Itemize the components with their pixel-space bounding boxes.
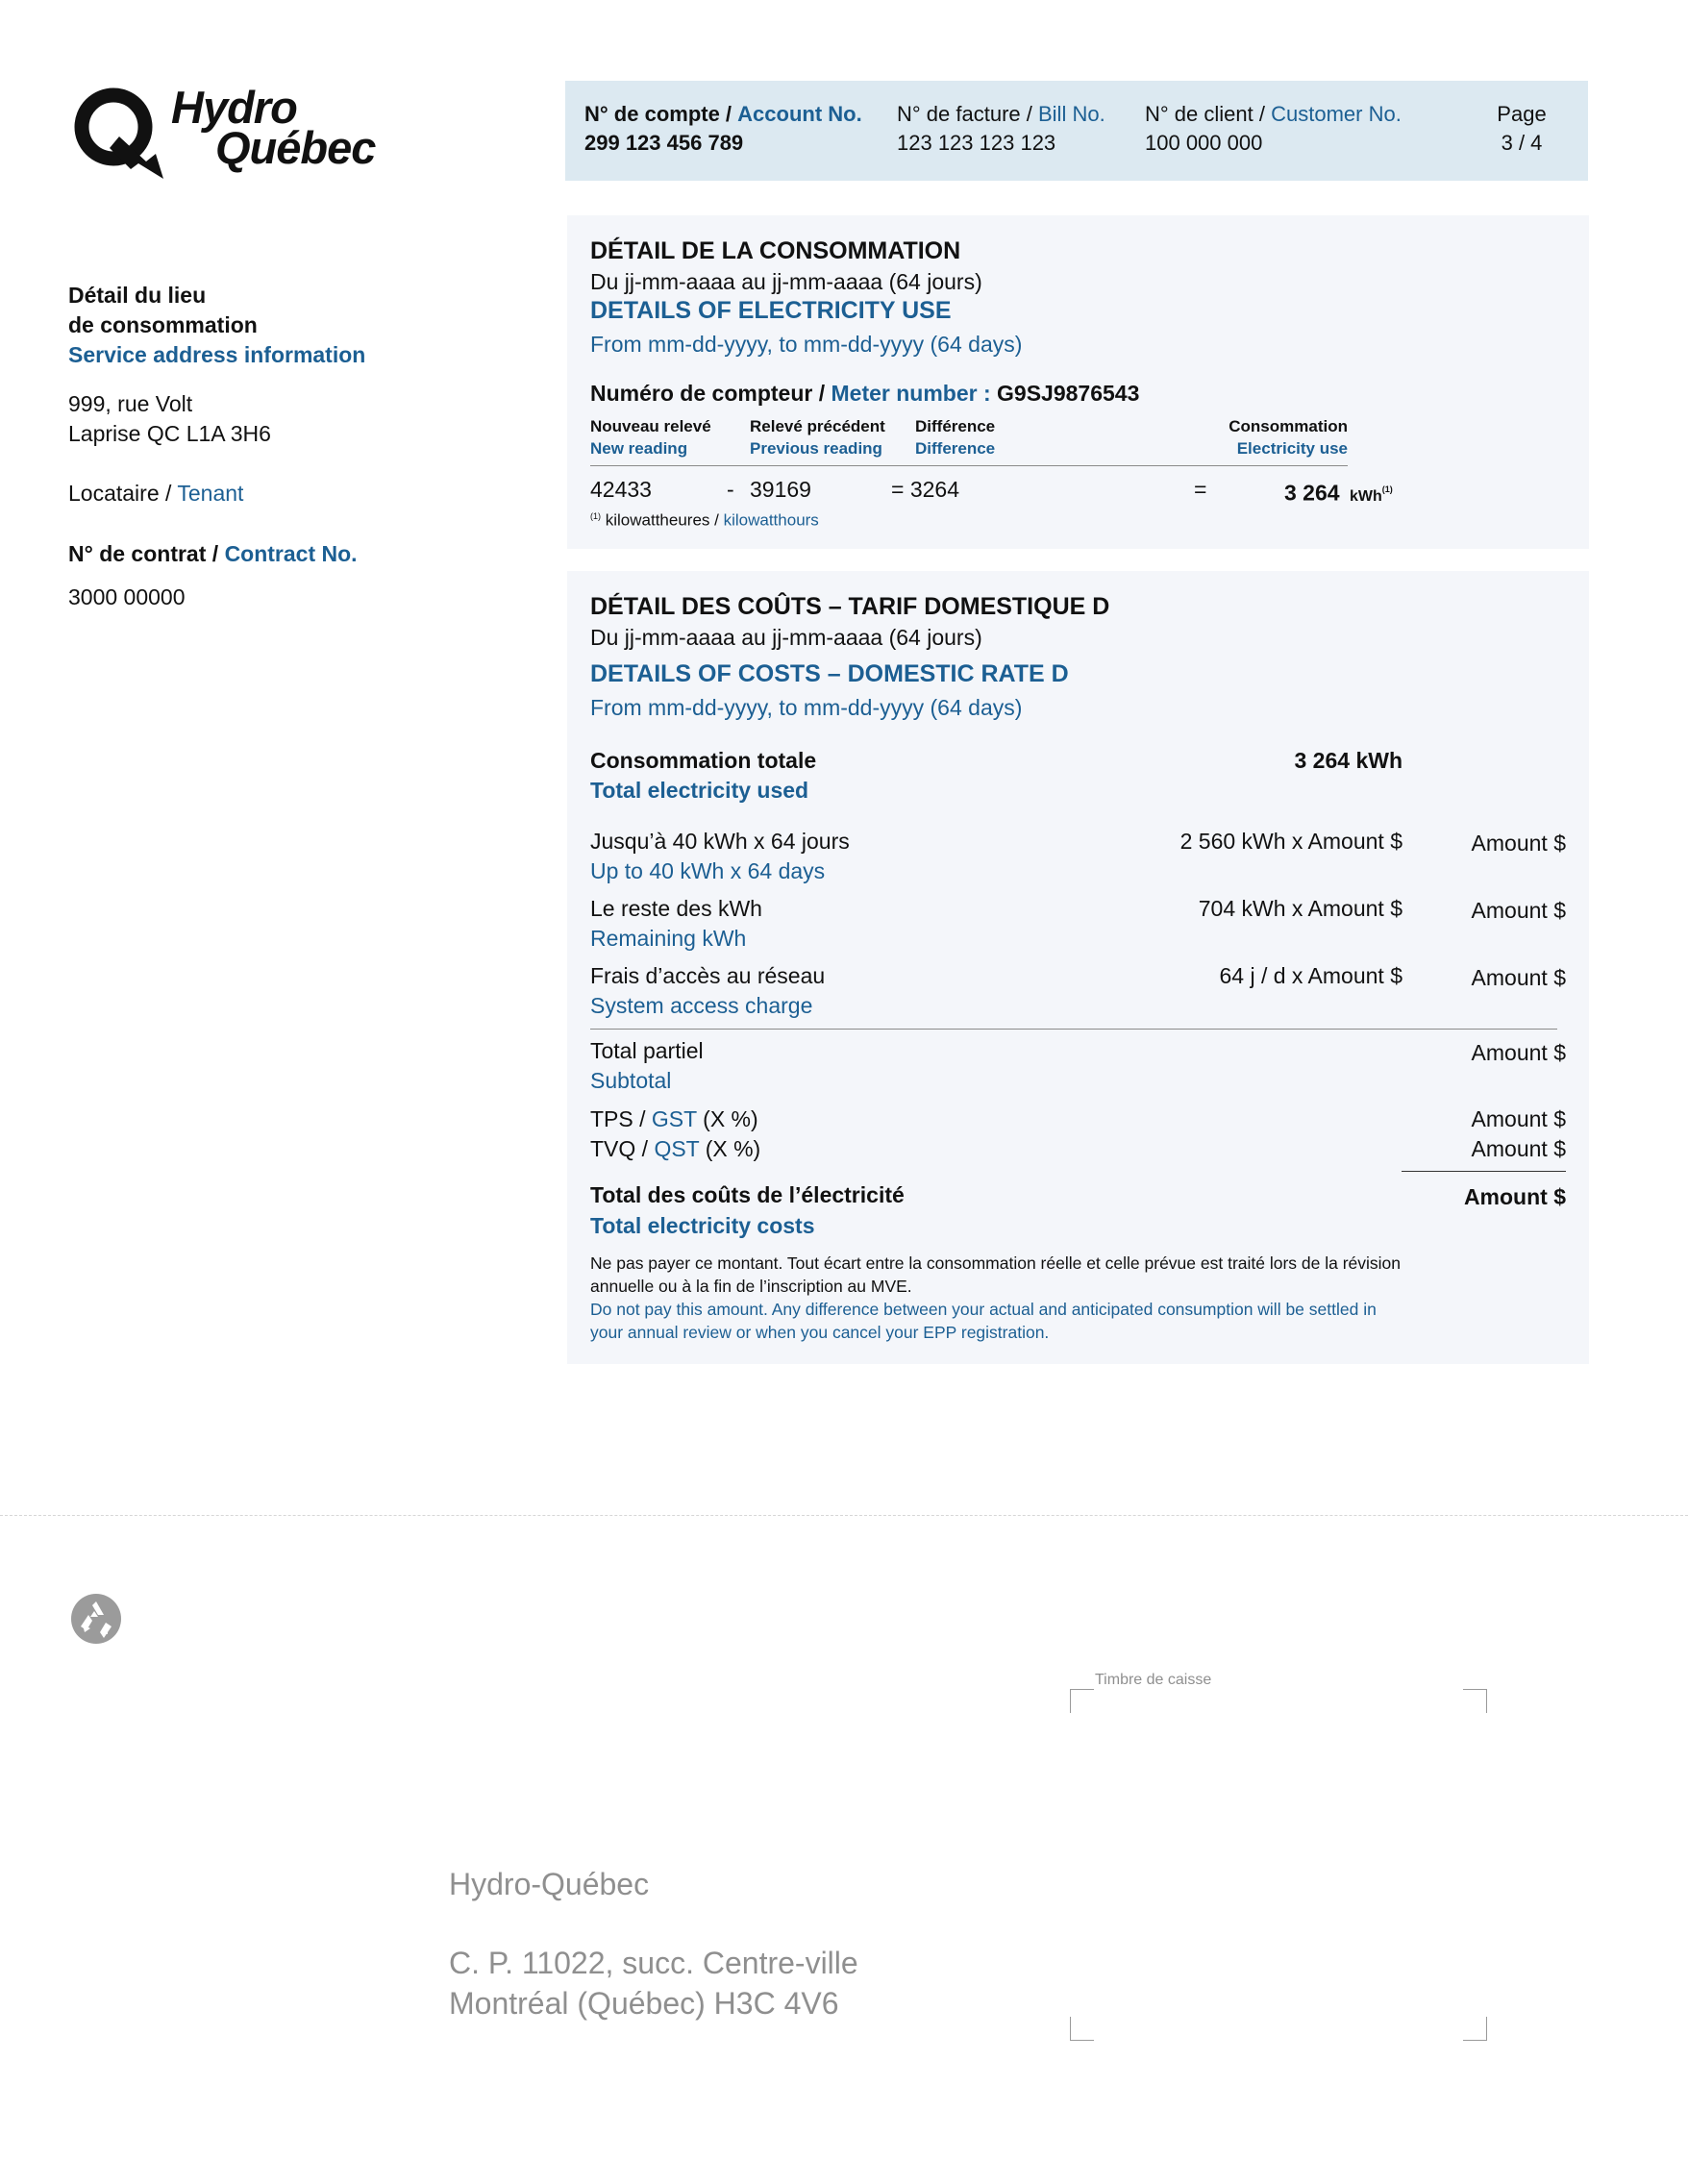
footnote-fr: kilowattheures /	[605, 510, 719, 530]
col-use-en: Electricity use	[1236, 439, 1348, 458]
customer-number: 100 000 000	[1145, 131, 1263, 155]
bill-number-block	[897, 100, 1105, 158]
address-line-2: Laprise QC L1A 3H6	[68, 421, 271, 446]
use-footnote-mark: (1)	[1381, 484, 1393, 494]
subtotal-divider	[590, 1029, 1557, 1030]
service-title-fr-2: de consommation	[68, 312, 258, 337]
consumption-title-en: DETAILS OF ELECTRICITY USE	[590, 297, 952, 324]
account-label-fr: N° de compte /	[584, 102, 732, 126]
page-number: 3 / 4	[1501, 131, 1543, 155]
bill-number: 123 123 123 123	[897, 131, 1056, 155]
gst-amount: Amount $	[1471, 1106, 1566, 1131]
meter-number	[590, 379, 1139, 409]
qst-label-en: QST	[654, 1136, 700, 1161]
service-title-en: Service address information	[68, 342, 366, 367]
costs-period-fr: Du jj-mm-aaaa au jj-mm-aaaa (64 jours)	[590, 625, 982, 650]
tenant-label-fr: Locataire /	[68, 481, 172, 506]
subtotal-label-en: Subtotal	[590, 1068, 672, 1093]
footnote	[590, 506, 819, 532]
col-difference-fr: Différence	[915, 417, 996, 435]
bill-label-fr: N° de facture /	[897, 102, 1032, 126]
service-title-fr-1: Détail du lieu	[68, 283, 207, 308]
minus-sign: -	[727, 477, 734, 502]
bill-label-en: Bill No.	[1038, 102, 1105, 126]
cost-row-calc: 2 560 kWh x Amount $	[1179, 829, 1403, 854]
total-use-label-fr: Consommation totale	[590, 748, 817, 773]
gst-label	[590, 1104, 758, 1134]
equals-sign: =	[1194, 477, 1207, 502]
consumption-period-en: From mm-dd-yyyy, to mm-dd-yyyy (64 days)	[590, 332, 1023, 357]
col-difference-en: Difference	[915, 439, 996, 458]
logo-line-2: Québec	[215, 122, 376, 173]
payment-note-en: Do not pay this amount. Any difference between your actual and anticipated consumption will be settled in your annual review or when you cancel your EPP registration.	[590, 1300, 1377, 1342]
cost-row-label-en: Remaining kWh	[590, 926, 747, 951]
gst-label-en: GST	[651, 1106, 697, 1131]
tenant-label	[68, 479, 243, 509]
page-label: Page	[1497, 102, 1547, 126]
costs-title-fr: DÉTAIL DES COÛTS – TARIF DOMESTIQUE D	[590, 593, 1110, 620]
prev-reading-value: 39169	[750, 477, 811, 502]
hydro-quebec-logo	[71, 81, 379, 186]
use-value-number: 3 264	[1284, 480, 1340, 506]
meter-label-en: Meter number :	[831, 381, 991, 406]
total-costs-amount: Amount $	[1463, 1184, 1566, 1209]
total-costs-label-fr: Total des coûts de l’électricité	[590, 1182, 905, 1207]
customer-label-en: Customer No.	[1271, 102, 1402, 126]
footnote-en: kilowatthours	[723, 510, 819, 530]
cost-row-calc: 704 kWh x Amount $	[1198, 896, 1403, 921]
footnote-mark: (1)	[590, 511, 601, 521]
payment-note-fr: Ne pas payer ce montant. Tout écart entre la consommation réelle et celle prévue est traité lors de la révision annuelle ou à la fin de l’inscription au MVE.	[590, 1253, 1402, 1296]
logo-line-1: Hydro	[171, 82, 297, 133]
contract-number: 3000 00000	[68, 584, 186, 609]
col-prev-reading-en: Previous reading	[750, 439, 882, 458]
consumption-period-fr: Du jj-mm-aaaa au jj-mm-aaaa (64 jours)	[590, 269, 982, 294]
q-lightning-icon	[71, 81, 177, 186]
cost-row-label-fr: Frais d’accès au réseau	[590, 963, 826, 988]
account-number: 299 123 456 789	[584, 131, 744, 155]
cost-details-panel	[567, 571, 1589, 1364]
stamp-corner-bottom-left	[1070, 2017, 1094, 2041]
stamp-label: Timbre de caisse	[1095, 1672, 1212, 1688]
costs-title-en: DETAILS OF COSTS – DOMESTIC RATE D	[590, 660, 1069, 687]
contract-label	[68, 539, 358, 569]
subtotal-label-fr: Total partiel	[590, 1038, 704, 1063]
account-info-bar	[565, 81, 1588, 181]
qst-label	[590, 1134, 760, 1164]
stamp-corner-bottom-right	[1463, 2017, 1487, 2041]
col-use-fr: Consommation	[1229, 417, 1348, 435]
contract-label-fr: N° de contrat /	[68, 541, 219, 566]
electricity-use-value	[1284, 475, 1393, 511]
readings-divider	[590, 465, 1348, 466]
stamp-corner-top-left	[1070, 1689, 1094, 1713]
customer-number-block	[1145, 100, 1402, 158]
col-new-reading-fr: Nouveau relevé	[590, 417, 711, 435]
address-line-1: 999, rue Volt	[68, 391, 193, 416]
meter-label-fr: Numéro de compteur /	[590, 381, 826, 406]
customer-label-fr: N° de client /	[1145, 102, 1265, 126]
cost-row-calc: 64 j / d x Amount $	[1219, 963, 1403, 988]
return-address-line-1: C. P. 11022, succ. Centre-ville	[449, 1946, 858, 1980]
qst-label-fr: TVQ /	[590, 1136, 649, 1161]
subtotal-amount: Amount $	[1471, 1040, 1566, 1065]
col-new-reading-en: New reading	[590, 439, 688, 458]
gst-rate: (X %)	[703, 1106, 758, 1131]
cost-row-label-en: System access charge	[590, 993, 813, 1018]
use-unit: kWh	[1349, 487, 1382, 505]
total-use-value: 3 264 kWh	[1294, 748, 1403, 773]
cost-row-amount: Amount $	[1471, 831, 1566, 856]
meter-value: G9SJ9876543	[997, 381, 1140, 406]
recycle-icon	[69, 1592, 123, 1646]
cost-row-amount: Amount $	[1471, 965, 1566, 990]
cost-row-label-fr: Jusqu’à 40 kWh x 64 jours	[590, 829, 850, 854]
total-divider	[1402, 1171, 1566, 1172]
return-address-name: Hydro-Québec	[449, 1867, 650, 1901]
total-costs-label-en: Total electricity costs	[590, 1213, 815, 1238]
return-address-line-2: Montréal (Québec) H3C 4V6	[449, 1986, 839, 2021]
consumption-title-fr: DÉTAIL DE LA CONSOMMATION	[590, 237, 961, 264]
new-reading-value: 42433	[590, 477, 652, 502]
qst-amount: Amount $	[1471, 1136, 1566, 1161]
costs-period-en: From mm-dd-yyyy, to mm-dd-yyyy (64 days)	[590, 695, 1023, 720]
gst-label-fr: TPS /	[590, 1106, 646, 1131]
account-number-block	[584, 100, 862, 158]
cost-row-label-en: Up to 40 kWh x 64 days	[590, 858, 826, 883]
difference-value: = 3264	[891, 477, 959, 502]
tenant-label-en: Tenant	[177, 481, 244, 506]
page-number-block	[1488, 100, 1555, 158]
fold-line	[0, 1515, 1688, 1516]
contract-label-en: Contract No.	[224, 541, 358, 566]
cost-row-amount: Amount $	[1471, 898, 1566, 923]
col-prev-reading-fr: Relevé précédent	[750, 417, 885, 435]
total-use-label-en: Total electricity used	[590, 778, 809, 803]
stamp-corner-top-right	[1463, 1689, 1487, 1713]
account-label-en: Account No.	[737, 102, 862, 126]
cost-row-label-fr: Le reste des kWh	[590, 896, 762, 921]
qst-rate: (X %)	[705, 1136, 761, 1161]
consumption-details-panel	[567, 215, 1589, 549]
